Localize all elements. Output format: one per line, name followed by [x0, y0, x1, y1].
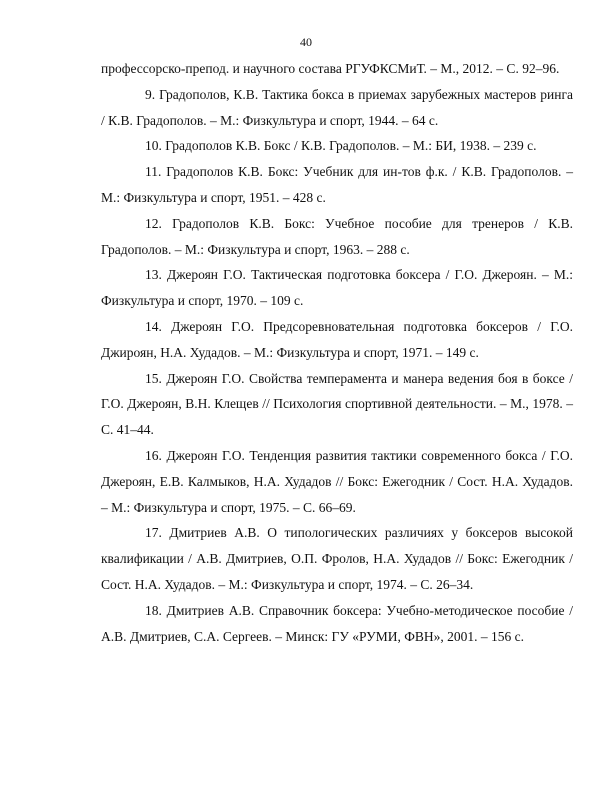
reference-item-16: 16. Джероян Г.О. Тенденция развития тактики современного бокса / Г.О. Джероян, Е.В. Калмыков, Н.А. Худадов // Бокс: Ежегодник / Сост. Н.А. Худадов. – М.: Физкультура и спорт, 1975. – С. 66–69. [101, 447, 573, 515]
reference-item-17: 17. Дмитриев А.В. О типологических различиях у боксеров высокой квалификации / А.В. Дмитриев, О.П. Фролов, Н.А. Худадов // Бокс: Ежегодник / Сост. Н.А. Худадов. – М.: Физкультура и спорт, 1974. – С. 26–34. [101, 525, 573, 592]
reference-list [101, 56, 573, 649]
reference-item-9: 9. Градополов, К.В. Тактика бокса в приемах зарубежных мастеров ринга / К.В. Градополов. – М.: Физкультура и спорт, 1944. – 64 с. [101, 86, 573, 128]
reference-item-14: 14. Джероян Г.О. Предсоревновательная подготовка боксеров / Г.О. Джироян, Н.А. Худадов. – М.: Физкультура и спорт, 1971. – 149 с. [101, 318, 573, 360]
reference-item-13: 13. Джероян Г.О. Тактическая подготовка боксера / Г.О. Джероян. – М.: Физкультура и спорт, 1970. – 109 с. [101, 267, 573, 309]
reference-item-10: 10. Градополов К.В. Бокс / К.В. Градополов. – М.: БИ, 1938. – 239 с. [145, 138, 537, 154]
reference-item-11: 11. Градополов К.В. Бокс: Учебник для ин-тов ф.к. / К.В. Градополов. – М.: Физкультура и спорт, 1951. – 428 с. [101, 164, 573, 205]
reference-item-18: 18. Дмитриев А.В. Справочник боксера: Учебно-методическое пособие / А.В. Дмитриев, С.А. Сергеев. – Минск: ГУ «РУМИ, ФВН», 2001. – 156 с. [101, 602, 573, 644]
page-number: 40 [300, 35, 312, 49]
reference-continuation: профессорско-препод. и научного состава РГУФКСМиТ. – М., 2012. – С. 92–96. [101, 61, 560, 76]
reference-item-12: 12. Градополов К.В. Бокс: Учебное пособие для тренеров / К.В. Градополов. – М.: Физкультура и спорт, 1963. – 288 с. [101, 215, 573, 257]
reference-item-15: 15. Джероян Г.О. Свойства темперамента и манера ведения боя в боксе / Г.О. Джероян, В.Н. Клещев // Психология спортивной деятельности. – М., 1978. – С. 41–44. [101, 370, 573, 438]
